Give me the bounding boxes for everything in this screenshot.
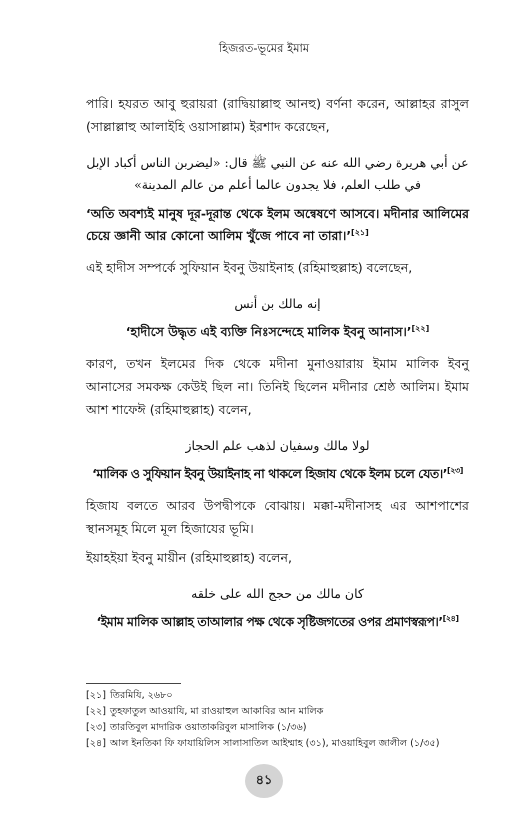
page-number: ৪১ xyxy=(255,772,273,788)
paragraph-1: পারি। হযরত আবু হুরায়রা (রাদ্বিয়াল্লাহু আনহু) বর্ণনা করেন, আল্লাহর রাসুল (সাল্লাল্লাহু আলাইহি ওয়াসাল্লাম) ইরশাদ করেছেন, xyxy=(86,96,469,134)
translation-quote-3 xyxy=(86,463,469,485)
footnote-text: তুহফাতুল আওয়াযি, মা রাওয়াহুল আকাবির আন মালিক xyxy=(110,706,324,717)
paragraph-2: এই হাদীস সম্পর্কে সুফিয়ান ইবনু উয়াইনাহ (রহিমাহুল্লাহ) বলেছেন, xyxy=(86,260,413,275)
footnote-number: [২২] xyxy=(86,706,106,717)
arabic-hadith-line-2: في طلب العلم، فلا يجدون عالما أعلم من عالم المدينة» xyxy=(134,177,421,192)
footnote-item xyxy=(86,704,486,720)
footnote-item xyxy=(86,736,486,752)
footnote-item xyxy=(86,720,486,736)
footnotes xyxy=(86,688,486,752)
translation-quote-1 xyxy=(86,203,469,247)
footnote-ref-24: [২৪] xyxy=(442,614,459,623)
paragraph-5: ইয়াহইয়া ইবনু মায়ীন (রহিমাহুল্লাহ) বলেন, xyxy=(86,550,292,565)
footnote-text: তারতিবুল মাদারিক ওয়াতাকরিবুল মাসালিক (১/৩৬) xyxy=(110,722,307,733)
translation-quote-2 xyxy=(86,321,469,343)
quote-4-text: ‘ইমাম মালিক আল্লাহ তাআলার পক্ষ থেকে সৃষ্টিজগতের ওপর প্রমাণস্বরূপ।’ xyxy=(96,614,443,629)
paragraph-4: হিজায বলতে আরব উপদ্বীপকে বোঝায়। মক্কা-মদীনাসহ এর আশপাশের স্থানসমূহ মিলে মূল হিজাযের ভূমি। xyxy=(86,498,469,536)
footnote-text: আল ইনতিকা ফি ফাযায়িলিস সালাসাতিল আইম্মাহ (৩১), মাওয়াহিবুল জালীল (১/৩৫) xyxy=(110,738,440,749)
arabic-hadith-line-1: عن أبي هريرة رضي الله عنه عن النبي ﷺ قال: «ليضربن الناس أكباد الإبل xyxy=(86,155,469,170)
footnote-divider xyxy=(86,683,181,684)
paragraph-3: কারণ, তখন ইলমের দিক থেকে মদীনা মুনাওয়ারায় ইমাম মালিক ইবনু আনাসের সমকক্ষ কেউই ছিল না। তিনিই ছিলেন মদীনার শ্রেষ্ঠ আলিম। ইমাম আশ শাফেঈ (রহিমাহুল্লাহ) বলেন, xyxy=(86,356,469,417)
arabic-quote-3: لولا مالك وسفيان لذهب علم الحجاز xyxy=(185,438,370,453)
footnote-number: [২১] xyxy=(86,690,106,701)
footnote-item xyxy=(86,688,486,704)
quote-3-text: ‘মালিক ও সুফিয়ান ইবনু উয়াইনাহ না থাকলে হিজায থেকে ইলম চলে যেত।’ xyxy=(92,466,447,481)
footnote-text: তিরমিযি, ২৬৮০ xyxy=(110,690,173,701)
arabic-quote-2: إنه مالك بن أنس xyxy=(234,296,321,311)
footnote-number: [২৩] xyxy=(86,722,106,733)
page-body xyxy=(86,92,469,633)
page-number-badge xyxy=(245,764,283,798)
translation-quote-4 xyxy=(86,611,469,633)
arabic-quote-4: كان مالك من حجج الله على خلقه xyxy=(191,586,364,601)
quote-2-text: ‘হাদীসে উদ্ধৃত এই ব্যক্তি নিঃসন্দেহে মালিক ইবনু আনাস।’ xyxy=(125,324,412,339)
footnote-ref-21: [২১] xyxy=(351,228,369,237)
quote-1-text: ‘অতি অবশ্যই মানুষ দূর-দূরান্ত থেকে ইলম অন্বেষণে আসবে। মদীনার আলিমের চেয়ে জ্ঞানী আর কোনো আলিম খুঁজে পাবে না তারা।’ xyxy=(86,206,469,243)
running-head: হিজরত-ভূমের ইমাম xyxy=(218,41,310,55)
footnote-ref-23: [২৩] xyxy=(446,466,463,475)
footnote-number: [২৪] xyxy=(86,738,106,749)
footnote-ref-22: [২২] xyxy=(411,324,430,333)
